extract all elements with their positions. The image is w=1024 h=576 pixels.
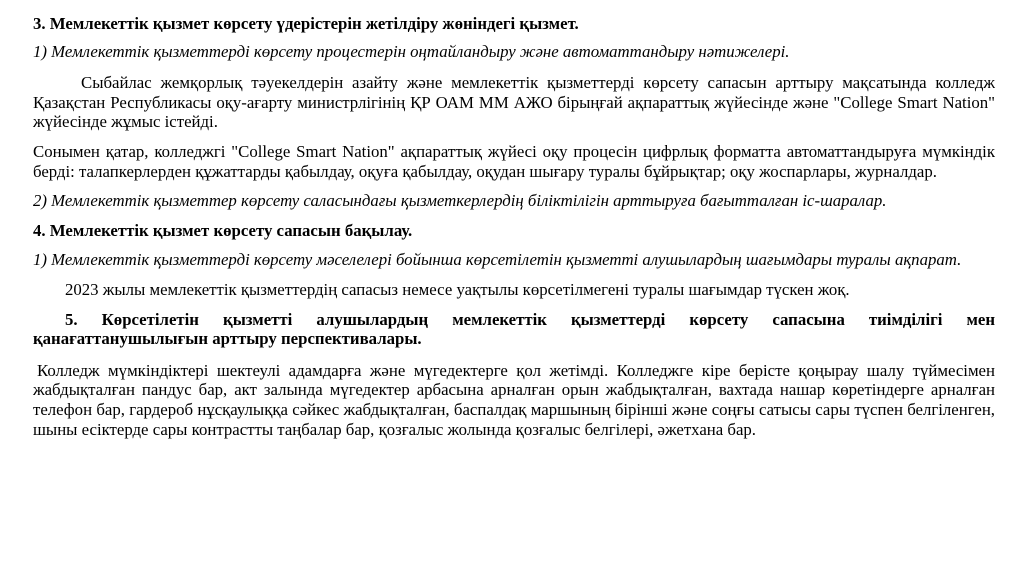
- section-3-subheading-1: 1) Мемлекеттік қызметтерді көрсету процестерін оңтайландыру және автоматтандыру нәтижелері.: [33, 41, 790, 61]
- section-4-paragraph-1: 2023 жылы мемлекеттік қызметтердің сапасыз немесе уақтылы көрсетілмегені туралы шағымдар түскен жоқ.: [65, 279, 850, 299]
- section-4-heading: 4. Мемлекеттік қызмет көрсету сапасын бақылау.: [33, 220, 413, 240]
- section-3-paragraph-2: Сонымен қатар, колледжгі "College Smart Nation" ақпараттық жүйесі оқу процесін цифрлық форматта автоматтандыруға мүмкіндік берді: талапкерлерден құжаттарды қабылдау, оқуға қабылдау, оқудан шығару туралы бұйрықтар; оқу жоспарлары, журналдар.: [33, 141, 995, 181]
- section-4-subheading-1: 1) Мемлекеттік қызметтерді көрсету мәселелері бойынша көрсетілетін қызметті алушылардың шағымдары туралы ақпарат.: [33, 250, 962, 270]
- document-page: [33, 14, 995, 439]
- section-3-paragraph-1: Сыбайлас жемқорлық тәуекелдерін азайту және мемлекеттік қызметтерді көрсету сапасын арттыру мақсатында колледж Қазақстан Республикасы оқу-ағарту министрлігінің ҚР ОАМ ММ АЖО бірыңғай ақпараттық жүйесінде және "College Smart Nation" жүйесінде жұмыс істейді.: [33, 73, 995, 132]
- section-5-paragraph-1: Колледж мүмкіндіктері шектеулі адамдарға және мүгедектерге қол жетімді. Колледжге кіре берісте қоңырау шалу түймесімен жабдықталған пандус бар, акт залында мүгедектер арбасына арналған орын жабдықталған, вахтада нашар көретіндерге арналған телефон бар, гардероб нұсқаулыққа сәйкес жабдықталған, баспалдақ маршының бірінші және соңғы сатысы сары түспен белгіленген, шыны есіктерде сары контрастты таңбалар бар, қозғалыс жолында қозғалыс белгілері, әжетхана бар.: [33, 360, 995, 439]
- section-3-subheading-2: 2) Мемлекеттік қызметтер көрсету саласындағы қызметкерлердің біліктілігін арттыруға бағытталған іс-шаралар.: [33, 191, 887, 211]
- section-3-heading: 3. Мемлекеттік қызмет көрсету үдерістерін жетілдіру жөніндегі қызмет.: [33, 14, 579, 33]
- section-5-heading: 5. Көрсетілетін қызметті алушылардың мемлекеттік қызметтерді көрсету сапасына тиімділігі мен қанағаттанушылығын арттыру перспективалары.: [33, 309, 995, 349]
